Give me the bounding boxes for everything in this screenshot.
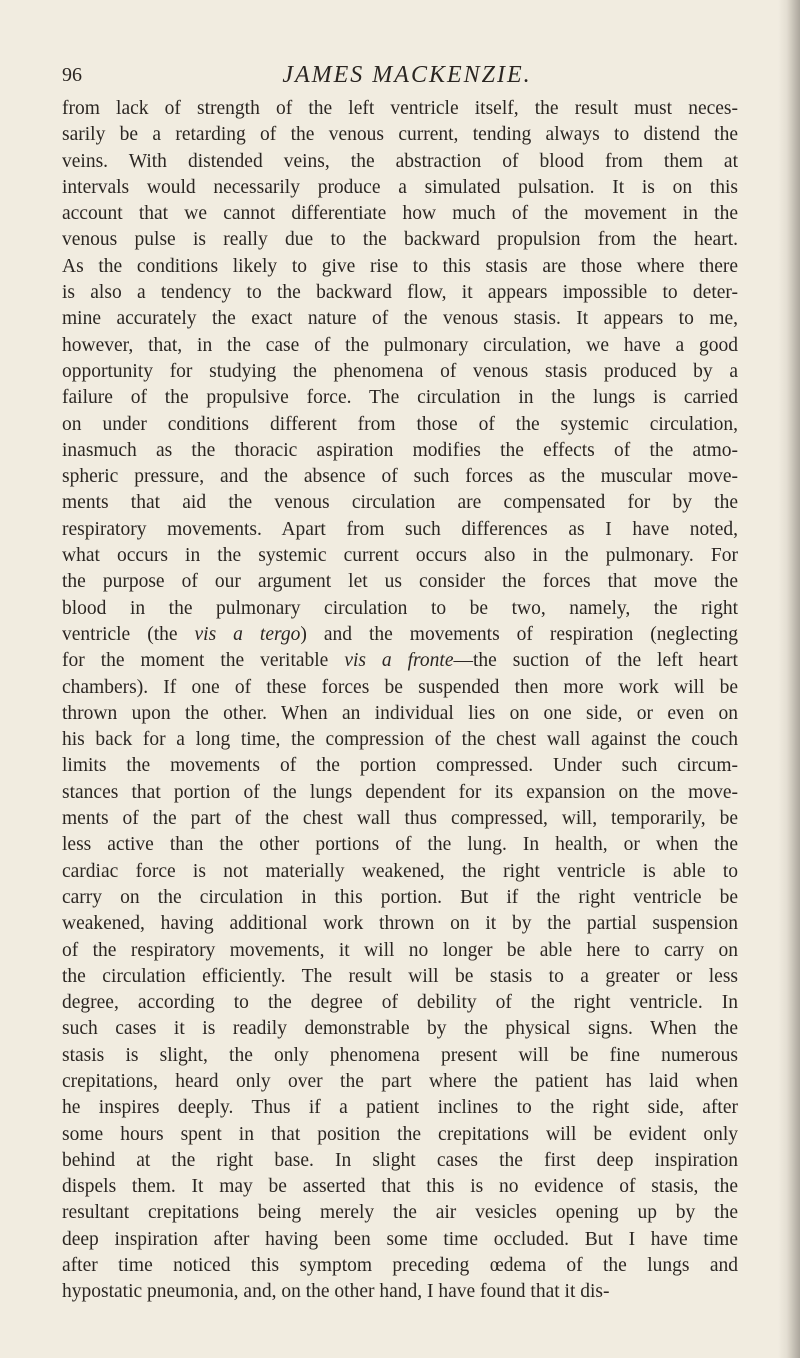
italic-phrase: vis a tergo [194,623,301,645]
text-line: hypostatic pneumonia, and, on the other hand, I have found that it dis- [62,1281,610,1303]
text-line: some hours spent in that position the crepitations will be evident only [62,1123,738,1145]
text-line: spheric pressure, and the absence of such forces as the muscular move- [62,466,738,488]
text-line: crepitations, heard only over the part where the patient has laid when [62,1070,738,1092]
text-line: venous pulse is really due to the backward propulsion from the heart. [62,229,738,251]
text-line: deep inspiration after having been some time occluded. But I have time [62,1228,738,1250]
text-line: ments that aid the venous circulation are compensated for by the [62,492,738,514]
text-line: intervals would necessarily produce a simulated pulsation. It is on this [62,176,738,198]
body-text [62,96,738,1306]
text-line: he inspires deeply. Thus if a patient inclines to the right side, after [62,1097,738,1119]
text-line: inasmuch as the thoracic aspiration modifies the effects of the atmo- [62,439,738,461]
text-line: ments of the part of the chest wall thus compressed, will, temporarily, be [62,808,738,830]
text-line: chambers). If one of these forces be suspended then more work will be [62,676,738,698]
text-line: mine accurately the exact nature of the venous stasis. It appears to me, [62,308,738,330]
running-title: JAMES MACKENZIE. [282,62,532,88]
text-line: stances that portion of the lungs dependent for its expansion on the move- [62,781,738,803]
page-header [62,64,752,94]
text-line: failure of the propulsive force. The circulation in the lungs is carried [62,387,738,409]
text-line: cardiac force is not materially weakened, the right ventricle is able to [62,860,738,882]
text-line: stasis is slight, the only phenomena present will be fine numerous [62,1044,738,1066]
text-line: his back for a long time, the compression of the chest wall against the couch [62,729,738,751]
text-line: dispels them. It may be asserted that this is no evidence of stasis, the [62,1176,738,1198]
text-line: limits the movements of the portion compressed. Under such circum- [62,755,738,777]
text-line: of the respiratory movements, it will no longer be able here to carry on [62,939,738,961]
text-line: such cases it is readily demonstrable by the physical signs. When the [62,1018,738,1040]
text-line: the purpose of our argument let us consider the forces that move the [62,571,738,593]
italic-phrase: vis a fronte [344,650,454,672]
text-line-with-italic: for the moment the veritable vis a fronte—the suction of the left heart [62,650,738,672]
text-line: thrown upon the other. When an individual lies on one side, or even on [62,702,738,724]
text-line: however, that, in the case of the pulmonary circulation, we have a good [62,334,738,356]
page-binding-shadow [778,0,800,1358]
text-line-with-italic: ventricle (the vis a tergo) and the movements of respiration (neglecting [62,623,738,645]
page-number: 96 [62,64,82,86]
text-line: blood in the pulmonary circulation to be two, namely, the right [62,597,738,619]
text-line: respiratory movements. Apart from such differences as I have noted, [62,518,738,540]
text-line: opportunity for studying the phenomena of venous stasis produced by a [62,360,738,382]
text-line: the circulation efficiently. The result will be stasis to a greater or less [62,965,738,987]
text-line: As the conditions likely to give rise to this stasis are those where there [62,255,738,277]
text-line: carry on the circulation in this portion. But if the right ventricle be [62,886,738,908]
text-line: sarily be a retarding of the venous current, tending always to distend the [62,124,738,146]
text-line: less active than the other portions of the lung. In health, or when the [62,834,738,856]
text-line: from lack of strength of the left ventricle itself, the result must neces- [62,98,738,119]
text-line: after time noticed this symptom preceding œdema of the lungs and [62,1255,738,1277]
text-line: veins. With distended veins, the abstraction of blood from them at [62,150,738,172]
text-line: weakened, having additional work thrown on it by the partial suspension [62,913,738,935]
text-line: what occurs in the systemic current occurs also in the pulmonary. For [62,545,738,567]
text-line: account that we cannot differentiate how much of the movement in the [62,203,738,225]
text-line: is also a tendency to the backward flow, it appears impossible to deter- [62,282,738,304]
text-line: on under conditions different from those of the systemic circulation, [62,413,738,435]
text-line: resultant crepitations being merely the air vesicles opening up by the [62,1202,738,1224]
text-line: degree, according to the degree of debility of the right ventricle. In [62,992,738,1014]
text-line: behind at the right base. In slight cases the first deep inspiration [62,1149,738,1171]
